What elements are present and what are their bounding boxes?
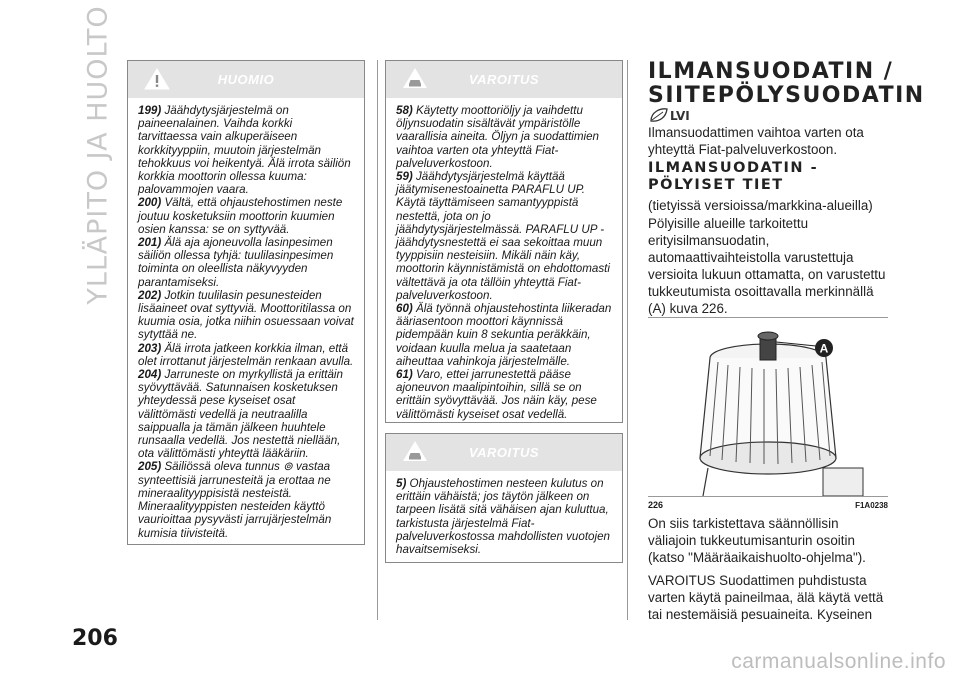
svg-text:LVI: LVI xyxy=(670,109,690,123)
paragraph-special-filter: Pölyisille alueille tarkoitettu erityisilmansuodatin, automaattivaihteistolla varustettuja versioita lukuun ottamatta, on varustettu tukkeutumista osoittavalla merkinnällä (A) kuva 226. xyxy=(648,216,886,316)
figure-number: 226 xyxy=(648,500,664,510)
caution-box-2-header xyxy=(386,434,622,471)
caution-box-2 xyxy=(385,433,623,563)
paragraph-check-indicator: On siis tarkistettava säännöllisin väliajoin tukkeutumisanturin osoitin (katso "Määräaikaishuolto-ohjelma"). xyxy=(648,516,866,565)
note-58: 58) Käytetty moottoriöljy ja vaihdettu öljynsuodatin sisältävät ympäristölle vaarallisia aineita. Öljyn ja suodattimien vaihtoa varten ota yhteyttä Fiat-palveluverkostoon. xyxy=(396,104,599,170)
warning-box xyxy=(127,60,365,545)
paragraph-air-filter-service: Ilmansuodattimen vaihtoa varten ota yhteyttä Fiat-palveluverkostoon. xyxy=(648,125,864,157)
caution-box-1 xyxy=(385,60,623,423)
warning-box-title: HUOMIO xyxy=(217,72,275,87)
note-201: 201) Älä aja ajoneuvolla lasinpesimen säiliön ollessa tyhjä: tuulilasinpesimen toiminta on oleellista näkyvyyden parantamiseksi. xyxy=(138,236,334,289)
caution-box-2-body xyxy=(386,471,622,564)
column-divider-2 xyxy=(627,60,628,620)
note-59: 59) Jäähdytysjärjestelmä käyttää jäätymisenestoainetta PARAFLU UP. Käytä täyttämiseen samantyyppistä nestettä, jota on jo jäähdytysjärjestelmässä. PARAFLU UP -jäähdytysnestettä ei saa sekoittaa muun tyyppisiin nesteisiin. Mikäli näin käy, moottorin käynnistämistä on ehdottomasti vältettävä ja ota tällöin yhteyttä Fiat-palveluverkostoon. xyxy=(396,170,610,302)
caution-box-1-body xyxy=(386,98,622,429)
caution-box-2-title: VAROITUS xyxy=(468,445,540,460)
section-heading-air-filter: ILMANSUODATIN / SIITEPÖLYSUODATIN xyxy=(648,59,925,108)
callout-a-label: A xyxy=(819,341,829,356)
figure-226 xyxy=(648,317,888,510)
note-200: 200) Vältä, että ohjaustehostimen neste joutuu kosketuksiin moottorin kuumien osien kanssa: se on syttyvää. xyxy=(138,196,343,236)
column-divider-1 xyxy=(377,60,378,620)
chapter-side-title-text: YLLÄPITO JA HUOLTO xyxy=(82,5,114,305)
ecology-leaf-icon xyxy=(648,105,694,125)
note-204: 204) Jarruneste on myrkyllistä ja erittäin syövyttävää. Satunnaisen kosketuksen yhteydessä pese kyseiset osat välittömästi vedellä ja neutraalilla saippualla ja tämän jälkeen huuhtele runsaalla vedellä. Jos nestettä niellään, ota välittömästi yhteyttä lääkäriin. xyxy=(138,368,343,461)
section-heading-dusty-roads: ILMANSUODATIN - PÖLYISET TIET xyxy=(648,160,819,193)
caution-box-1-title: VAROITUS xyxy=(468,72,540,87)
figure-code: F1A0238 xyxy=(855,501,888,510)
air-filter-illustration xyxy=(648,318,888,496)
chapter-side-title xyxy=(74,5,122,305)
note-205: 205) Säiliössä oleva tunnus ⊚ vastaa synteettisiä jarrunesteitä ja erottaa ne mineraalityyppisistä nesteistä. Mineraalityyppisten nesteiden käyttö vaurioittaa pysyvästi jarrujärjestelmän kumisia tiivisteitä. xyxy=(138,460,332,540)
note-61: 61) Varo, ettei jarrunestettä pääse ajoneuvon maalipintoihin, sillä se on erittäin syövyttävää. Jos näin käy, pese välittömästi kyseiset osat vedellä. xyxy=(396,368,597,421)
note-203: 203) Älä irrota jatkeen korkkia ilman, että olet irrottanut järjestelmän renkaan avulla. xyxy=(138,341,354,368)
note-199: 199) Jäähdytysjärjestelmä on paineenalainen. Vaihda korkki tarvittaessa vain alkuperäiseen korkkityyppiin, muutoin järjestelmän tehokkuus voi heikentyä. Älä irrota säiliön korkkia moottorin ollessa kuuma: palovammojen vaara. xyxy=(138,104,351,197)
caution-box-1-header xyxy=(386,61,622,98)
note-5: 5) Ohjaustehostimen nesteen kulutus on erittäin vähäistä; jos täytön jälkeen on tarpeen lisätä sitä vähäisen ajan kuluttua, tarkistusta järjestelmä Fiat-palveluverkostossa mahdollisten vuotojen havaitsemiseksi. xyxy=(396,477,610,557)
warning-box-header xyxy=(128,61,364,98)
watermark: carmanualsonline.info xyxy=(731,650,946,673)
paragraph-cleaning-warning: VAROITUS Suodattimen puhdistusta varten käytä paineilmaa, älä käytä vettä tai nestemäisiä pesuaineita. Kyseinen xyxy=(648,573,884,622)
note-202: 202) Jotkin tuulilasin pesunesteiden lisäaineet ovat syttyviä. Moottoritilassa on kuumia osia, jotka niihin osuessaan voivat sytyttää ne. xyxy=(138,288,354,342)
warning-box-body xyxy=(128,98,364,548)
paragraph-versions-note: (tietyissä versioissa/markkina-alueilla) xyxy=(648,198,873,213)
note-60: 60) Älä työnnä ohjaustehostinta liikeradan ääriasentoon moottori käynnissä pidempään kuin 8 sekuntia peräkkäin, voidaan kuulla melua ja saatetaan aiheuttaa vahinkoja järjestelmälle. xyxy=(396,302,612,368)
page-number: 206 xyxy=(72,626,118,651)
